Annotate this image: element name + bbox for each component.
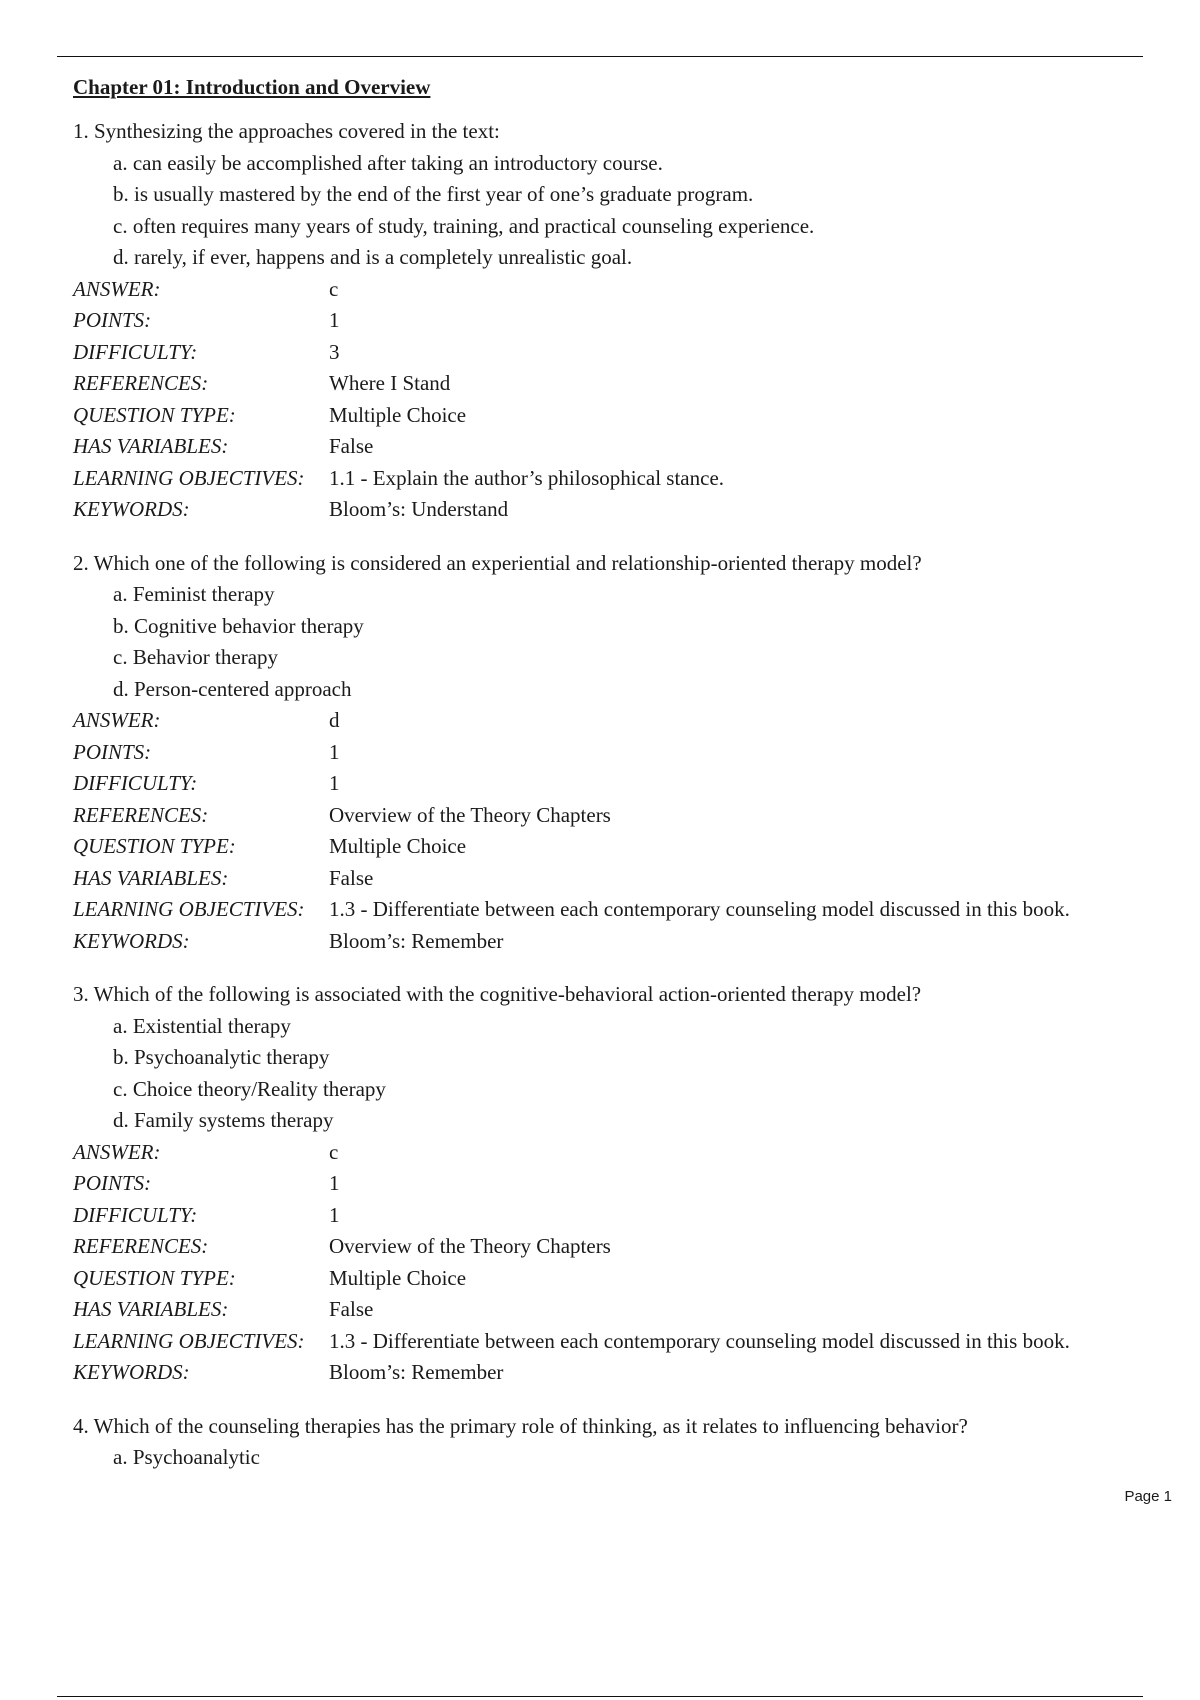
- answer-option: a. Existential therapy: [113, 1013, 291, 1038]
- question-stem: 4. Which of the counseling therapies has the primary role of thinking, as it relates to influencing behavior?: [73, 1413, 968, 1438]
- meta-label: DIFFICULTY:: [73, 1202, 198, 1227]
- meta-row-difficulty: [73, 1200, 1153, 1232]
- meta-label: QUESTION TYPE:: [73, 402, 236, 427]
- meta-label: HAS VARIABLES:: [73, 1297, 229, 1321]
- meta-value: 1.3 - Differentiate between each contemporary counseling model discussed in this book.: [329, 1328, 1070, 1353]
- meta-row-has-variables: [73, 863, 1153, 895]
- answer-option: b. Cognitive behavior therapy: [113, 613, 364, 638]
- meta-row-points: [73, 737, 1153, 769]
- meta-value: False: [329, 434, 374, 458]
- meta-label: HAS VARIABLES:: [73, 865, 229, 890]
- answer-option: c. Behavior therapy: [113, 645, 279, 669]
- meta-label: ANSWER:: [73, 276, 161, 301]
- meta-value: c: [329, 276, 339, 301]
- meta-row-keywords: [73, 1357, 1153, 1389]
- question-block: [73, 116, 1153, 526]
- meta-label: KEYWORDS:: [73, 497, 190, 521]
- answer-option: d. Family systems therapy: [113, 1108, 334, 1132]
- meta-row-references: [73, 368, 1153, 400]
- meta-row-answer: [73, 274, 1153, 306]
- meta-value: c: [329, 1139, 339, 1164]
- answer-option: a. can easily be accomplished after taking an introductory course.: [113, 150, 663, 175]
- meta-row-question-type: [73, 831, 1153, 863]
- meta-value: 1: [329, 771, 340, 795]
- chapter-title: Chapter 01: Introduction and Overview: [73, 75, 431, 99]
- meta-label: KEYWORDS:: [73, 928, 190, 953]
- document-page: [73, 72, 1153, 1496]
- meta-label: DIFFICULTY:: [73, 339, 198, 364]
- answer-option: c. Choice theory/Reality therapy: [113, 1076, 386, 1101]
- meta-row-keywords: [73, 926, 1153, 958]
- meta-row-answer: [73, 705, 1153, 737]
- question-stem: 1. Synthesizing the approaches covered in the text:: [73, 119, 500, 143]
- answer-option: a. Psychoanalytic: [113, 1445, 260, 1469]
- meta-value: 1: [329, 1202, 340, 1227]
- meta-value: 1: [329, 739, 340, 764]
- meta-row-difficulty: [73, 768, 1153, 800]
- meta-label: QUESTION TYPE:: [73, 834, 236, 858]
- meta-label: REFERENCES:: [73, 1234, 209, 1258]
- answer-option: b. Psychoanalytic therapy: [113, 1045, 330, 1069]
- meta-label: DIFFICULTY:: [73, 771, 198, 795]
- meta-row-keywords: [73, 494, 1153, 526]
- answer-option: b. is usually mastered by the end of the first year of one’s graduate program.: [113, 182, 754, 206]
- answer-option: d. rarely, if ever, happens and is a completely unrealistic goal.: [113, 245, 633, 269]
- question-stem: 2. Which one of the following is considered an experiential and relationship-oriented therapy model?: [73, 550, 922, 575]
- meta-value: 1: [329, 308, 340, 332]
- meta-label: HAS VARIABLES:: [73, 434, 229, 458]
- meta-value: d: [329, 708, 340, 732]
- meta-value: Multiple Choice: [329, 1265, 467, 1290]
- meta-value: False: [329, 1297, 374, 1321]
- meta-row-references: [73, 800, 1153, 832]
- question-block: [73, 1411, 1153, 1474]
- meta-row-question-type: [73, 400, 1153, 432]
- answer-option: a. Feminist therapy: [113, 582, 275, 606]
- meta-value: Where I Stand: [329, 371, 451, 395]
- meta-value: False: [329, 865, 374, 890]
- meta-label: LEARNING OBJECTIVES:: [73, 465, 305, 490]
- meta-row-points: [73, 305, 1153, 337]
- meta-value: Multiple Choice: [329, 834, 467, 858]
- meta-value: 3: [329, 339, 340, 364]
- meta-value: 1: [329, 1171, 340, 1195]
- meta-row-learning-objectives: [73, 463, 1153, 495]
- answer-option: c. often requires many years of study, training, and practical counseling experience.: [113, 213, 815, 238]
- meta-label: ANSWER:: [73, 708, 161, 732]
- meta-label: LEARNING OBJECTIVES:: [73, 1328, 305, 1353]
- meta-row-question-type: [73, 1263, 1153, 1295]
- meta-label: POINTS:: [73, 308, 152, 332]
- meta-value: 1.3 - Differentiate between each contemporary counseling model discussed in this book.: [329, 897, 1070, 921]
- meta-label: LEARNING OBJECTIVES:: [73, 897, 305, 921]
- question-block: [73, 548, 1153, 958]
- meta-label: KEYWORDS:: [73, 1360, 190, 1384]
- meta-row-answer: [73, 1137, 1153, 1169]
- meta-label: QUESTION TYPE:: [73, 1265, 236, 1290]
- meta-value: Multiple Choice: [329, 402, 467, 427]
- top-rule: [57, 56, 1143, 57]
- meta-row-has-variables: [73, 431, 1153, 463]
- meta-value: 1.1 - Explain the author’s philosophical stance.: [329, 465, 725, 490]
- meta-row-points: [73, 1168, 1153, 1200]
- meta-label: POINTS:: [73, 739, 152, 764]
- meta-label: REFERENCES:: [73, 371, 209, 395]
- meta-value: Overview of the Theory Chapters: [329, 802, 611, 827]
- bottom-rule: [57, 1696, 1143, 1697]
- question-list: [73, 116, 1153, 1474]
- meta-value: Bloom’s: Remember: [329, 1360, 504, 1384]
- answer-option: d. Person-centered approach: [113, 676, 352, 701]
- question-block: [73, 979, 1153, 1389]
- meta-row-difficulty: [73, 337, 1153, 369]
- meta-value: Overview of the Theory Chapters: [329, 1234, 611, 1258]
- meta-row-learning-objectives: [73, 894, 1153, 926]
- meta-label: REFERENCES:: [73, 802, 209, 827]
- meta-value: Bloom’s: Remember: [329, 928, 504, 953]
- meta-row-references: [73, 1231, 1153, 1263]
- page-number: Page 1: [1124, 1488, 1172, 1505]
- meta-row-learning-objectives: [73, 1326, 1153, 1358]
- meta-label: POINTS:: [73, 1171, 152, 1195]
- question-stem: 3. Which of the following is associated with the cognitive-behavioral action-oriented therapy model?: [73, 982, 922, 1006]
- meta-row-has-variables: [73, 1294, 1153, 1326]
- meta-label: ANSWER:: [73, 1139, 161, 1164]
- meta-value: Bloom’s: Understand: [329, 497, 509, 521]
